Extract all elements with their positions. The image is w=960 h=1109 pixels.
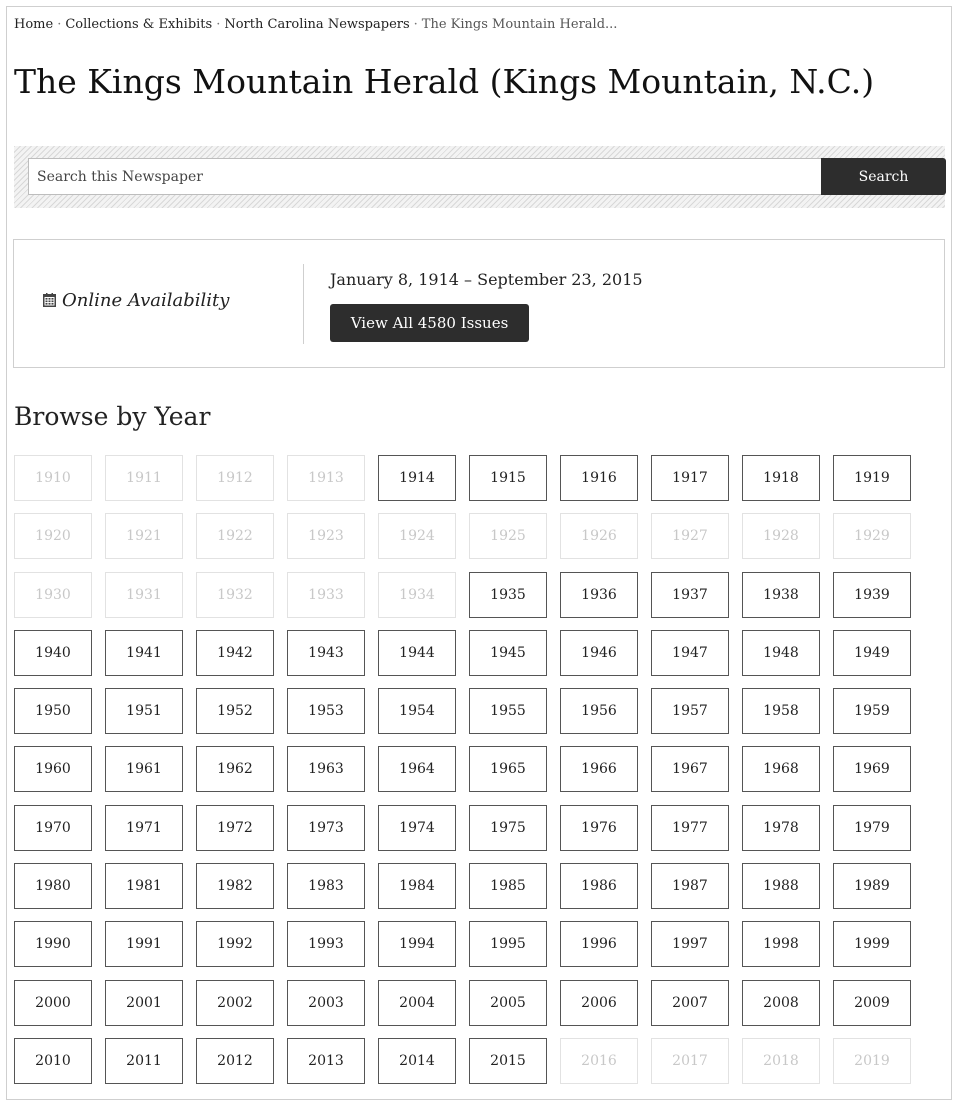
year-1980[interactable]: 1980 (14, 863, 92, 909)
year-1982[interactable]: 1982 (196, 863, 274, 909)
year-1914[interactable]: 1914 (378, 455, 456, 501)
year-2014[interactable]: 2014 (378, 1038, 456, 1084)
year-1994[interactable]: 1994 (378, 921, 456, 967)
year-1968[interactable]: 1968 (742, 746, 820, 792)
calendar-icon (43, 293, 56, 307)
year-2013[interactable]: 2013 (287, 1038, 365, 1084)
availability-label: Online Availability (62, 290, 230, 311)
year-1921: 1921 (105, 513, 183, 559)
year-2005[interactable]: 2005 (469, 980, 547, 1026)
year-2004[interactable]: 2004 (378, 980, 456, 1026)
year-1913: 1913 (287, 455, 365, 501)
year-1970[interactable]: 1970 (14, 805, 92, 851)
year-1915[interactable]: 1915 (469, 455, 547, 501)
year-1912: 1912 (196, 455, 274, 501)
year-1988[interactable]: 1988 (742, 863, 820, 909)
year-1992[interactable]: 1992 (196, 921, 274, 967)
year-1957[interactable]: 1957 (651, 688, 729, 734)
year-1923: 1923 (287, 513, 365, 559)
year-1931: 1931 (105, 572, 183, 618)
year-1981[interactable]: 1981 (105, 863, 183, 909)
year-1983[interactable]: 1983 (287, 863, 365, 909)
year-2011[interactable]: 2011 (105, 1038, 183, 1084)
breadcrumb-separator: · (57, 17, 62, 32)
year-1977[interactable]: 1977 (651, 805, 729, 851)
year-1924: 1924 (378, 513, 456, 559)
year-1963[interactable]: 1963 (287, 746, 365, 792)
year-1937[interactable]: 1937 (651, 572, 729, 618)
year-1995[interactable]: 1995 (469, 921, 547, 967)
year-1969[interactable]: 1969 (833, 746, 911, 792)
search-button[interactable]: Search (821, 158, 946, 195)
year-2007[interactable]: 2007 (651, 980, 729, 1026)
year-1911: 1911 (105, 455, 183, 501)
year-1960[interactable]: 1960 (14, 746, 92, 792)
year-1991[interactable]: 1991 (105, 921, 183, 967)
year-1979[interactable]: 1979 (833, 805, 911, 851)
year-1955[interactable]: 1955 (469, 688, 547, 734)
year-1990[interactable]: 1990 (14, 921, 92, 967)
year-1928: 1928 (742, 513, 820, 559)
availability-divider (303, 264, 304, 344)
year-1933: 1933 (287, 572, 365, 618)
year-1934: 1934 (378, 572, 456, 618)
year-1952[interactable]: 1952 (196, 688, 274, 734)
year-1920: 1920 (14, 513, 92, 559)
search-input[interactable] (28, 158, 822, 195)
year-1932: 1932 (196, 572, 274, 618)
view-all-issues-button[interactable]: View All 4580 Issues (330, 304, 529, 342)
year-1946[interactable]: 1946 (560, 630, 638, 676)
year-1947[interactable]: 1947 (651, 630, 729, 676)
year-1999[interactable]: 1999 (833, 921, 911, 967)
breadcrumb-home[interactable]: Home (14, 17, 54, 32)
year-2019: 2019 (833, 1038, 911, 1084)
year-1939[interactable]: 1939 (833, 572, 911, 618)
year-1943[interactable]: 1943 (287, 630, 365, 676)
year-1993[interactable]: 1993 (287, 921, 365, 967)
year-1974[interactable]: 1974 (378, 805, 456, 851)
breadcrumb-collections[interactable]: Collections & Exhibits (65, 17, 213, 32)
breadcrumb-separator: · (413, 17, 418, 32)
breadcrumb-nc-newspapers[interactable]: North Carolina Newspapers (224, 17, 410, 32)
year-2002[interactable]: 2002 (196, 980, 274, 1026)
year-1936[interactable]: 1936 (560, 572, 638, 618)
year-1961[interactable]: 1961 (105, 746, 183, 792)
year-1940[interactable]: 1940 (14, 630, 92, 676)
year-2017: 2017 (651, 1038, 729, 1084)
year-1925: 1925 (469, 513, 547, 559)
search-bar (14, 146, 945, 208)
year-1948[interactable]: 1948 (742, 630, 820, 676)
year-1922: 1922 (196, 513, 274, 559)
year-1975[interactable]: 1975 (469, 805, 547, 851)
year-1976[interactable]: 1976 (560, 805, 638, 851)
year-1964[interactable]: 1964 (378, 746, 456, 792)
year-1953[interactable]: 1953 (287, 688, 365, 734)
year-1941[interactable]: 1941 (105, 630, 183, 676)
year-1984[interactable]: 1984 (378, 863, 456, 909)
year-1962[interactable]: 1962 (196, 746, 274, 792)
year-1910: 1910 (14, 455, 92, 501)
year-1944[interactable]: 1944 (378, 630, 456, 676)
browse-by-year-heading: Browse by Year (14, 402, 211, 431)
year-1950[interactable]: 1950 (14, 688, 92, 734)
year-1929: 1929 (833, 513, 911, 559)
year-2016: 2016 (560, 1038, 638, 1084)
year-1956[interactable]: 1956 (560, 688, 638, 734)
year-1945[interactable]: 1945 (469, 630, 547, 676)
year-1916[interactable]: 1916 (560, 455, 638, 501)
year-1958[interactable]: 1958 (742, 688, 820, 734)
year-1985[interactable]: 1985 (469, 863, 547, 909)
year-2012[interactable]: 2012 (196, 1038, 274, 1084)
year-1965[interactable]: 1965 (469, 746, 547, 792)
year-1926: 1926 (560, 513, 638, 559)
year-1971[interactable]: 1971 (105, 805, 183, 851)
year-1942[interactable]: 1942 (196, 630, 274, 676)
year-1989[interactable]: 1989 (833, 863, 911, 909)
year-1972[interactable]: 1972 (196, 805, 274, 851)
breadcrumb (14, 17, 617, 32)
year-1996[interactable]: 1996 (560, 921, 638, 967)
year-2000[interactable]: 2000 (14, 980, 92, 1026)
year-2018: 2018 (742, 1038, 820, 1084)
year-2006[interactable]: 2006 (560, 980, 638, 1026)
year-1997[interactable]: 1997 (651, 921, 729, 967)
year-2015[interactable]: 2015 (469, 1038, 547, 1084)
year-1927: 1927 (651, 513, 729, 559)
year-1935[interactable]: 1935 (469, 572, 547, 618)
year-2010[interactable]: 2010 (14, 1038, 92, 1084)
year-1919[interactable]: 1919 (833, 455, 911, 501)
breadcrumb-separator: · (216, 17, 221, 32)
year-1959[interactable]: 1959 (833, 688, 911, 734)
availability-panel (13, 239, 945, 368)
year-1998[interactable]: 1998 (742, 921, 820, 967)
year-1917[interactable]: 1917 (651, 455, 729, 501)
year-1978[interactable]: 1978 (742, 805, 820, 851)
year-grid (14, 455, 934, 1084)
year-1930: 1930 (14, 572, 92, 618)
year-2003[interactable]: 2003 (287, 980, 365, 1026)
availability-label-group (43, 290, 229, 311)
year-1967[interactable]: 1967 (651, 746, 729, 792)
year-2008[interactable]: 2008 (742, 980, 820, 1026)
page-title: The Kings Mountain Herald (Kings Mountain, N.C.) (14, 62, 875, 101)
year-1987[interactable]: 1987 (651, 863, 729, 909)
year-1986[interactable]: 1986 (560, 863, 638, 909)
year-1949[interactable]: 1949 (833, 630, 911, 676)
year-1938[interactable]: 1938 (742, 572, 820, 618)
availability-date-range: January 8, 1914 – September 23, 2015 (330, 270, 643, 289)
year-1951[interactable]: 1951 (105, 688, 183, 734)
year-1954[interactable]: 1954 (378, 688, 456, 734)
year-1973[interactable]: 1973 (287, 805, 365, 851)
breadcrumb-current: The Kings Mountain Herald... (421, 17, 618, 32)
year-2001[interactable]: 2001 (105, 980, 183, 1026)
year-1918[interactable]: 1918 (742, 455, 820, 501)
year-1966[interactable]: 1966 (560, 746, 638, 792)
year-2009[interactable]: 2009 (833, 980, 911, 1026)
